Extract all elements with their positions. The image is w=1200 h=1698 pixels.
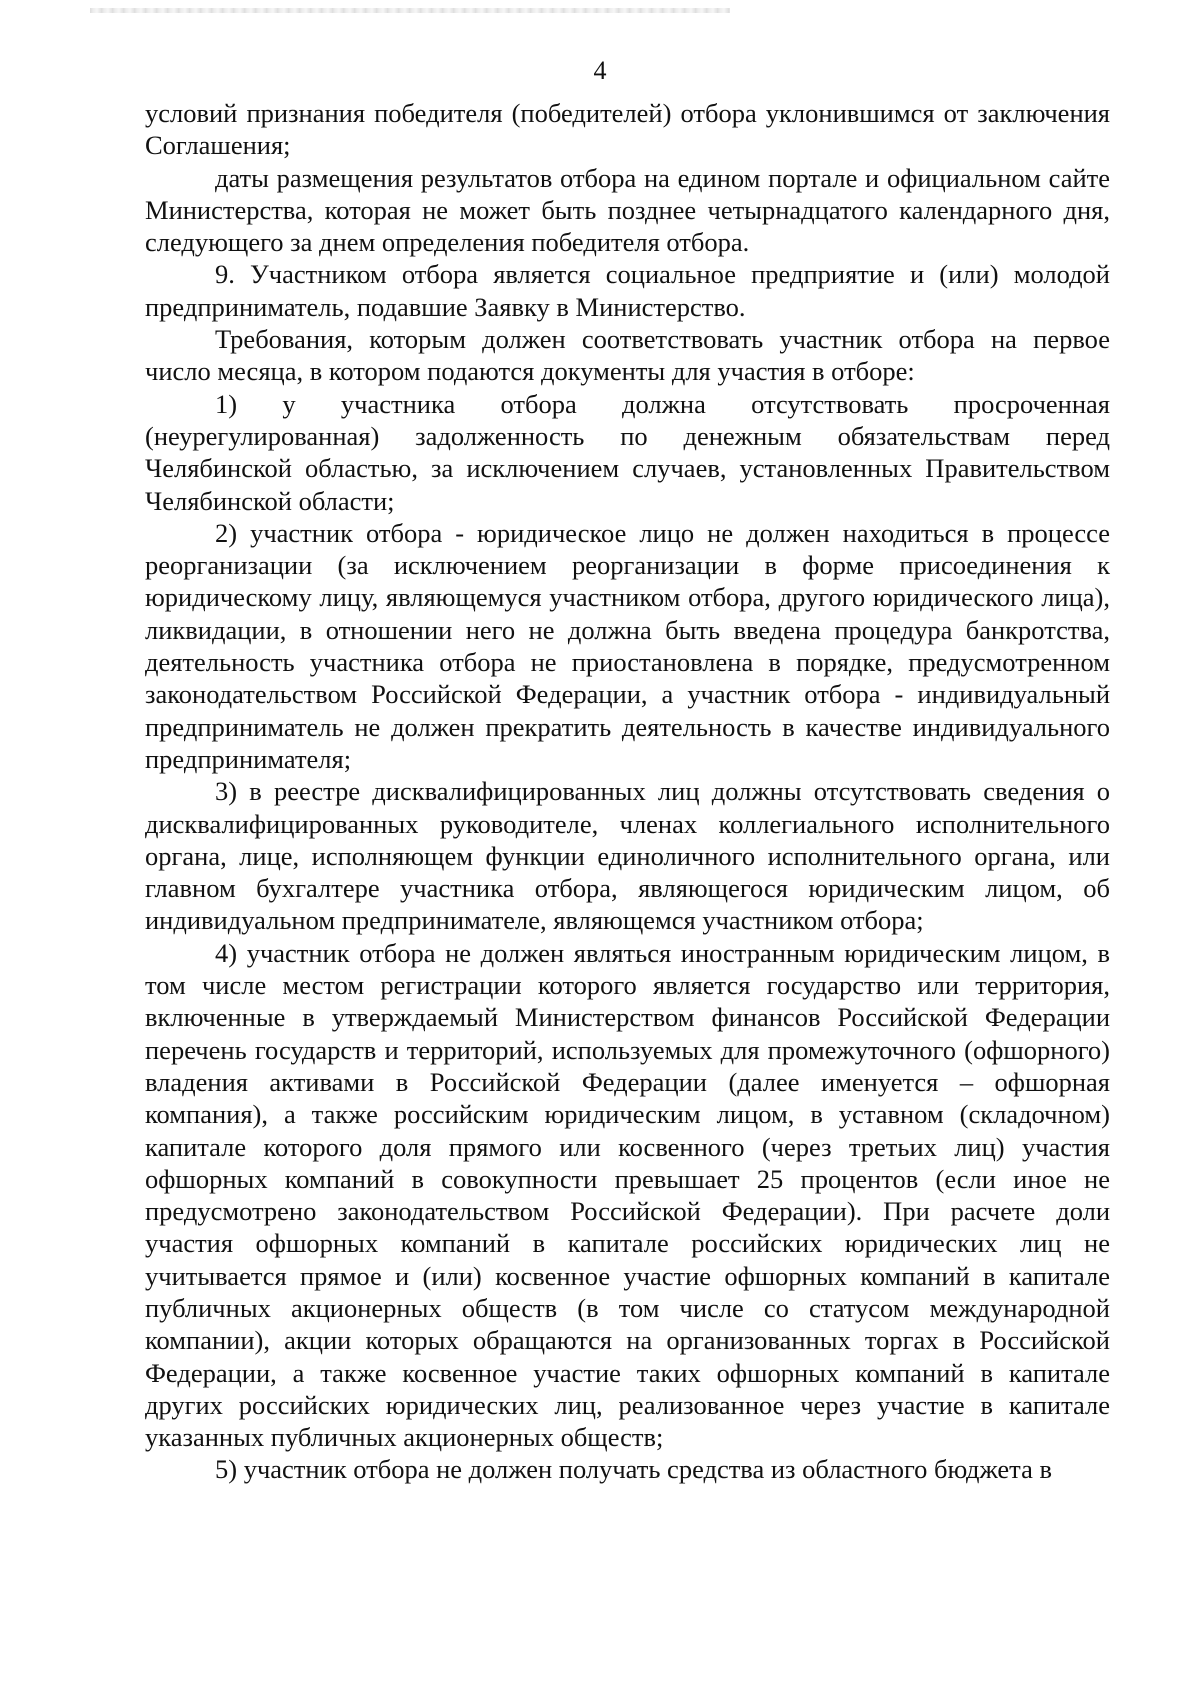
document-body <box>145 97 1110 1486</box>
paragraph-publication-date: даты размещения результатов отбора на едином портале и официальном сайте Министерства, которая не может быть позднее четырнадцатого календарного дня, следующего за днем определения победителя отбора. <box>145 162 1110 258</box>
paragraph-9-participant: 9. Участником отбора является социальное предприятие и (или) молодой предприниматель, подавшие Заявку в Министерство. <box>145 259 1110 322</box>
paragraph-requirement-1: 1) у участника отбора должна отсутствовать просроченная (неурегулированная) задолженность по денежным обязательствам перед Челябинской областью, за исключением случаев, установленных Правительством Челябинской области; <box>145 388 1110 516</box>
paragraph-requirement-3: 3) в реестре дисквалифицированных лиц должны отсутствовать сведения о дисквалифицированных руководителе, членах коллегиального исполнительного органа, лице, исполняющем функции единоличного исполнительного органа, или главном бухгалтере участника отбора, являющегося юридическим лицом, об индивидуальном предпринимателе, являющемся участником отбора; <box>145 776 1110 936</box>
paragraph-requirement-2: 2) участник отбора - юридическое лицо не должен находиться в процессе реорганизации (за исключением реорганизации в форме присоединения к юридическому лицу, являющемуся участником отбора, другого юридического лица), ликвидации, в отношении него не должна быть введена процедура банкротства, деятельность участника отбора не приостановлена в порядке, предусмотренном законодательством Российской Федерации, а участник отбора - индивидуальный предприниматель не должен прекратить деятельность в качестве индивидуального предпринимателя; <box>145 517 1110 774</box>
paragraph-requirement-4: 4) участник отбора не должен являться иностранным юридическим лицом, в том числе местом регистрации которого является государство или территория, включенные в утверждаемый Министерством финансов Российской Федерации перечень государств и территорий, используемых для промежуточного (офшорного) владения активами в Российской Федерации (далее именуется – офшорная компания), а также российским юридическим лицом, в уставном (складочном) капитале которого доля прямого или косвенного (через третьих лиц) участия офшорных компаний в совокупности превышает 25 процентов (если иное не предусмотрено законодательством Российской Федерации). При расчете доли участия офшорных компаний в капитале российских юридических лиц не учитывается прямое и (или) косвенное участие офшорных компаний в капитале публичных акционерных обществ (в том числе со статусом международной компании), акции которых обращаются на организованных торгах в Российской Федерации, а также косвенное участие таких офшорных компаний в капитале других российских юридических лиц, реализованное через участие в капитале указанных публичных акционерных обществ; <box>145 937 1110 1453</box>
paragraph-continuation: условий признания победителя (победителей) отбора уклонившимся от заключения Соглашения; <box>145 98 1110 161</box>
paragraph-requirement-5: 5) участник отбора не должен получать средства из областного бюджета в <box>215 1454 1052 1485</box>
page-number: 4 <box>593 56 607 85</box>
paragraph-requirements-intro: Требования, которым должен соответствовать участник отбора на первое число месяца, в котором подаются документы для участия в отборе: <box>145 324 1110 387</box>
scan-artifact <box>90 8 730 13</box>
